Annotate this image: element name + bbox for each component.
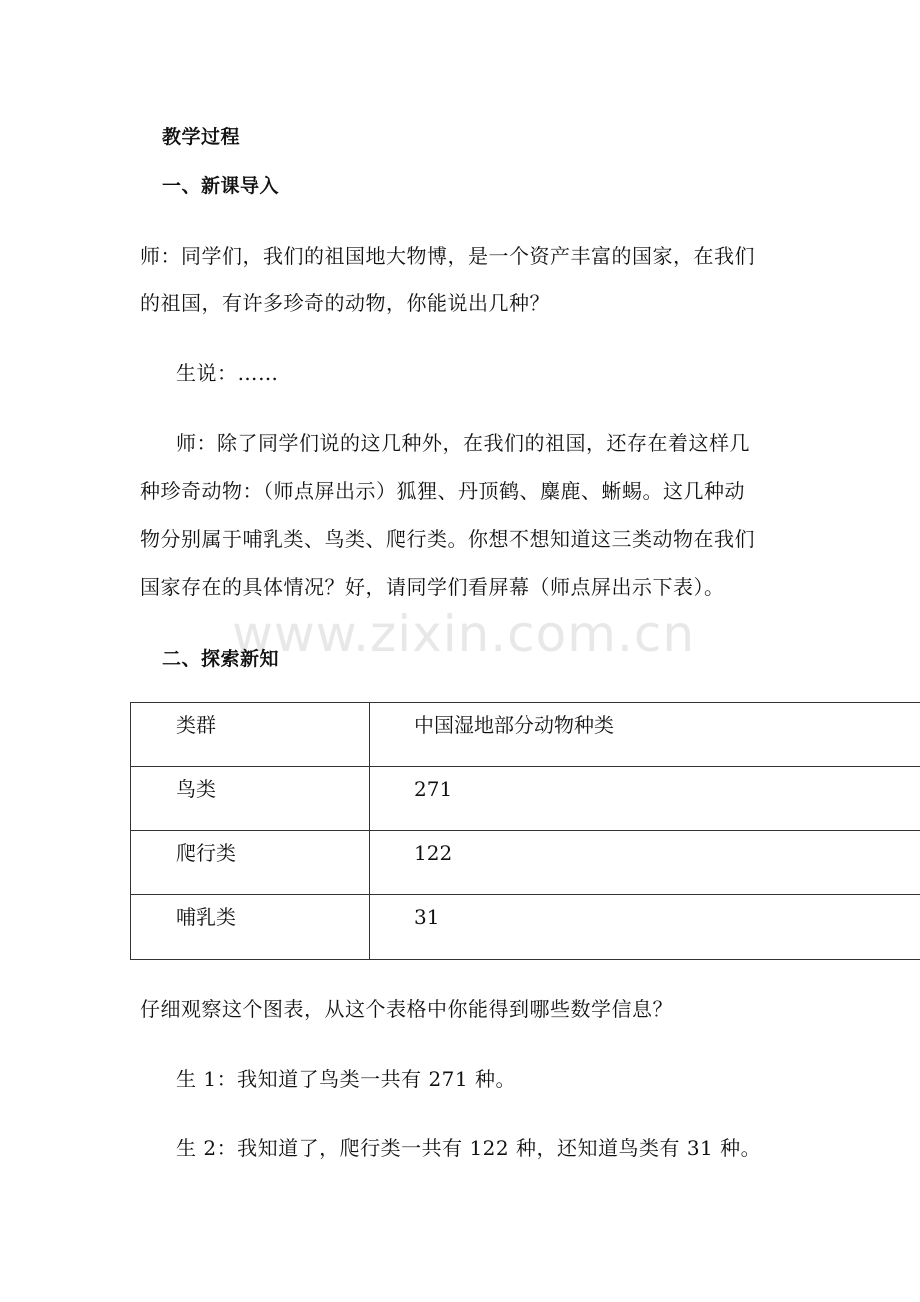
paragraph-line: 生 2：我知道了，爬行类一共有 122 种，还知道鸟类有 31 种。 <box>176 1136 762 1160</box>
table-cell: 271 <box>414 777 453 801</box>
section-title-intro: 一、新课导入 <box>162 175 280 197</box>
table-row <box>131 831 920 895</box>
paragraph-line: 种珍奇动物：（师点屏出示）狐狸、丹顶鹤、麋鹿、蜥蜴。这几种动 <box>140 479 745 503</box>
paragraph-line: 生说：…… <box>176 361 279 385</box>
table-cell: 122 <box>414 841 453 865</box>
paragraph-line: 国家存在的具体情况？好，请同学们看屏幕（师点屏出示下表）。 <box>140 575 725 599</box>
data-table <box>130 702 920 960</box>
paragraph-line: 师：同学们，我们的祖国地大物博，是一个资产丰富的国家，在我们 <box>140 244 755 268</box>
paragraph-line: 仔细观察这个图表，从这个表格中你能得到哪些数学信息？ <box>140 997 673 1021</box>
table-row <box>131 767 920 831</box>
table-cell: 爬行类 <box>176 841 236 865</box>
table-cell: 哺乳类 <box>176 905 236 929</box>
table-cell: 31 <box>414 905 440 929</box>
section-title-explore: 二、探索新知 <box>162 648 280 670</box>
page-heading: 教学过程 <box>162 126 241 148</box>
paragraph-line: 生 1：我知道了鸟类一共有 271 种。 <box>176 1067 516 1091</box>
paragraph-line: 物分别属于哺乳类、鸟类、爬行类。你想不想知道这三类动物在我们 <box>140 527 755 551</box>
paragraph-line: 的祖国，有许多珍奇的动物，你能说出几种？ <box>140 291 550 315</box>
table-header-cell: 中国湿地部分动物种类 <box>414 713 614 737</box>
table-header-cell: 类群 <box>176 713 216 737</box>
paragraph-line: 师：除了同学们说的这几种外，在我们的祖国，还存在着这样几 <box>176 431 750 455</box>
watermark: www.zixin.com.cn <box>232 605 696 663</box>
table-row <box>131 895 920 959</box>
table-header-row <box>131 703 920 767</box>
table-column-divider <box>369 703 370 959</box>
table-cell: 鸟类 <box>176 777 216 801</box>
